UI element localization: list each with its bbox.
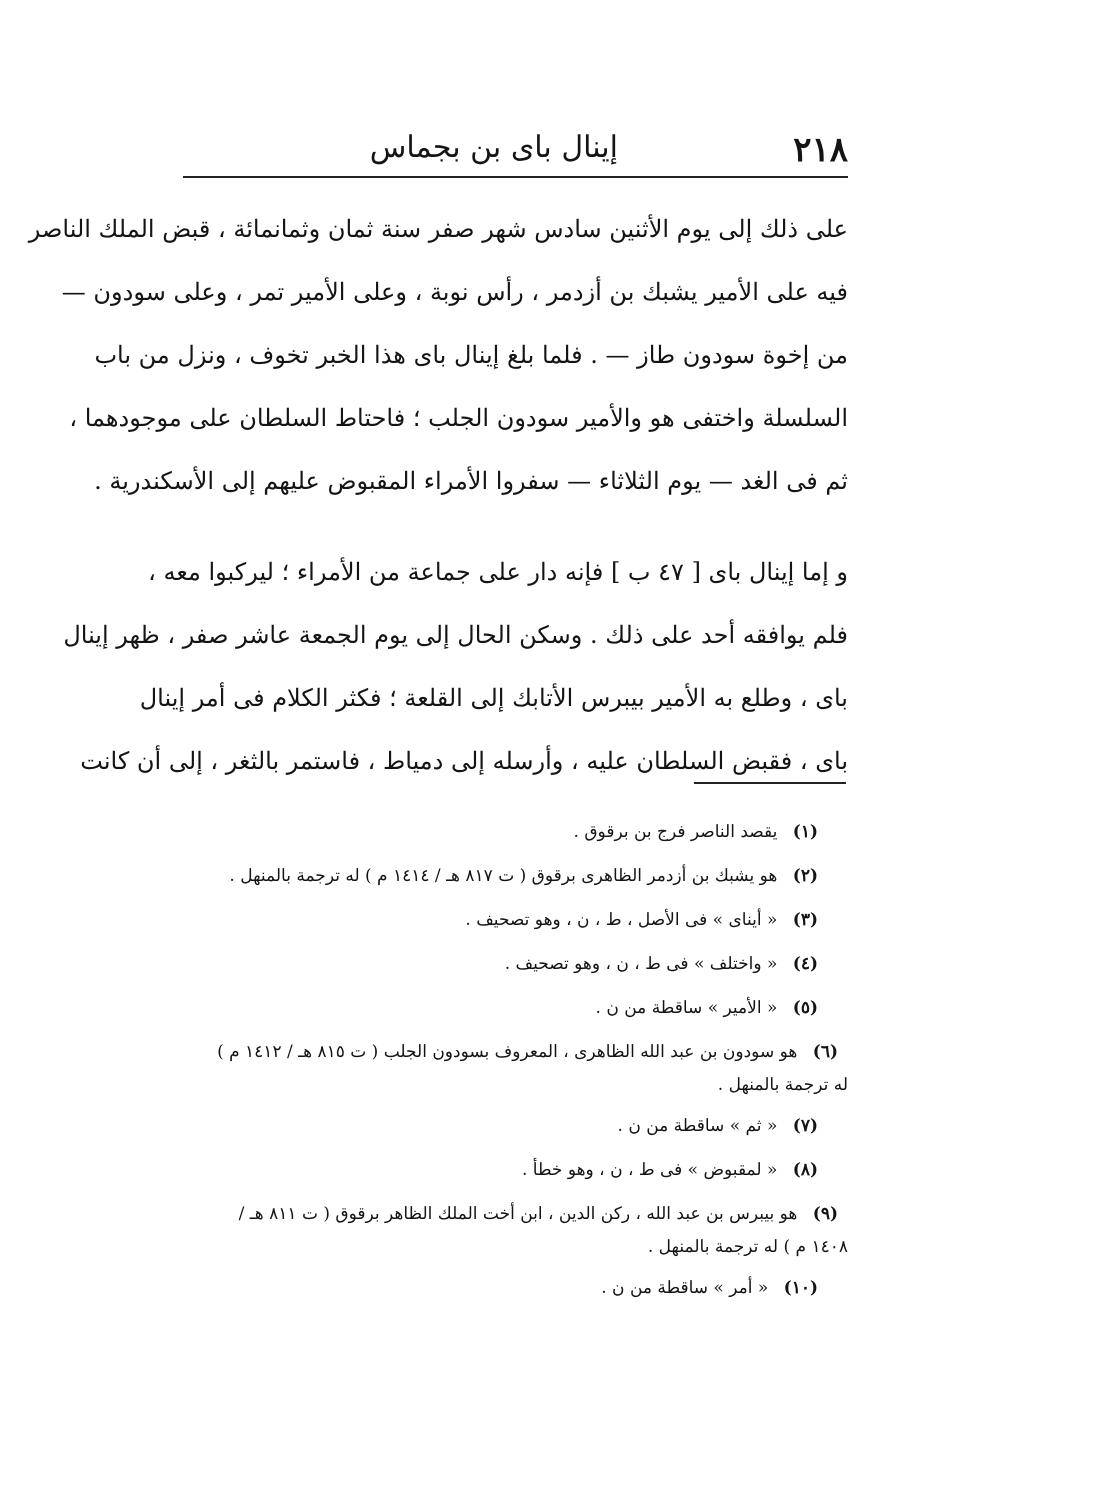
footnote-number: (٩) xyxy=(812,1204,838,1224)
text-line: فيه على الأمير يشبك بن أزدمر ، رأس نوبة ، وعلى الأمير تمر ، وعلى سودون — xyxy=(61,278,848,306)
footnote-text: « ثم » ساقطة من ن . xyxy=(617,1116,778,1136)
footnote-8 xyxy=(183,1150,848,1194)
footnote-text: هو بيبرس بن عبد الله ، ركن الدين ، ابن أخت الملك الظاهر برقوق ( ت ٨١١ هـ / xyxy=(238,1204,798,1224)
text-line: باى ، وطلع به الأمير بيبرس الأتابك إلى القلعة ؛ فكثر الكلام فى أمر إينال xyxy=(139,684,848,712)
paragraph-1 xyxy=(28,198,848,513)
footnote-3 xyxy=(183,900,848,944)
footnote-number: (٤) xyxy=(792,954,818,974)
paragraph-gap xyxy=(183,513,848,541)
footnote-10 xyxy=(183,1268,848,1312)
text-line: السلسلة واختفى هو والأمير سودون الجلب ؛ فاحتاط السلطان على موجودهما ، xyxy=(69,404,848,432)
text-line: و إما إينال باى [ ٤٧ ب ] فإنه دار على جماعة من الأمراء ؛ ليركبوا معه ، xyxy=(148,558,848,586)
footnote-9 xyxy=(183,1194,848,1230)
page-header xyxy=(183,118,848,178)
footnote-text: يقصد الناصر فرج بن برقوق . xyxy=(573,822,778,842)
footnote-number: (٦) xyxy=(812,1042,838,1062)
footnote-text: هو يشبك بن أزدمر الظاهرى برقوق ( ت ٨١٧ هـ / ١٤١٤ م ) له ترجمة بالمنهل . xyxy=(229,866,778,886)
footnote-9-continuation: ١٤٠٨ م ) له ترجمة بالمنهل . xyxy=(647,1237,848,1257)
footnote-7 xyxy=(183,1106,848,1150)
footnote-text: « الأمير » ساقطة من ن . xyxy=(595,998,778,1018)
footnote-number: (٢) xyxy=(792,866,818,886)
text-line: ثم فى الغد — يوم الثلاثاء — سفروا الأمراء المقبوض عليهم إلى الأسكندرية . xyxy=(94,467,848,495)
text-line: على ذلك إلى يوم الأثنين سادس شهر صفر سنة ثمان وثمانمائة ، قبض الملك الناصر xyxy=(28,215,848,243)
footnote-2 xyxy=(183,856,848,900)
footnote-number: (٨) xyxy=(792,1160,818,1180)
footnotes xyxy=(183,812,848,1312)
footnote-1 xyxy=(183,812,848,856)
footnote-5 xyxy=(183,988,848,1032)
footnote-text: هو سودون بن عبد الله الظاهرى ، المعروف بسودون الجلب ( ت ٨١٥ هـ / ١٤١٢ م ) xyxy=(217,1042,798,1062)
footnote-number: (٣) xyxy=(792,910,818,930)
footnote-6 xyxy=(183,1032,848,1068)
footnote-rule xyxy=(694,782,846,784)
running-title: إينال باى بن بجماس xyxy=(369,130,618,165)
footnote-text: « لمقبوض » فى ط ، ن ، وهو خطأ . xyxy=(521,1160,778,1180)
footnote-4 xyxy=(183,944,848,988)
footnote-6-continuation: له ترجمة بالمنهل . xyxy=(717,1075,848,1095)
footnote-text: « أيناى » فى الأصل ، ط ، ن ، وهو تصحيف . xyxy=(465,910,778,930)
footnote-number: (١٠) xyxy=(783,1278,818,1298)
footnote-text: « أمر » ساقطة من ن . xyxy=(601,1278,769,1298)
text-line: من إخوة سودون طاز — . فلما بلغ إينال باى هذا الخبر تخوف ، ونزل من باب xyxy=(94,341,848,369)
footnote-number: (١) xyxy=(792,822,818,842)
paragraph-2 xyxy=(63,541,848,793)
text-line: باى ، فقبض السلطان عليه ، وأرسله إلى دمياط ، فاستمر بالثغر ، إلى أن كانت xyxy=(80,747,848,775)
text-line: فلم يوافقه أحد على ذلك . وسكن الحال إلى يوم الجمعة عاشر صفر ، ظهر إينال xyxy=(63,621,848,649)
main-text xyxy=(28,198,848,793)
footnote-number: (٥) xyxy=(792,998,818,1018)
page-number: ٢١٨ xyxy=(793,130,848,170)
footnote-text: « واختلف » فى ط ، ن ، وهو تصحيف . xyxy=(504,954,778,974)
footnote-number: (٧) xyxy=(792,1116,818,1136)
header-rule xyxy=(183,176,848,178)
